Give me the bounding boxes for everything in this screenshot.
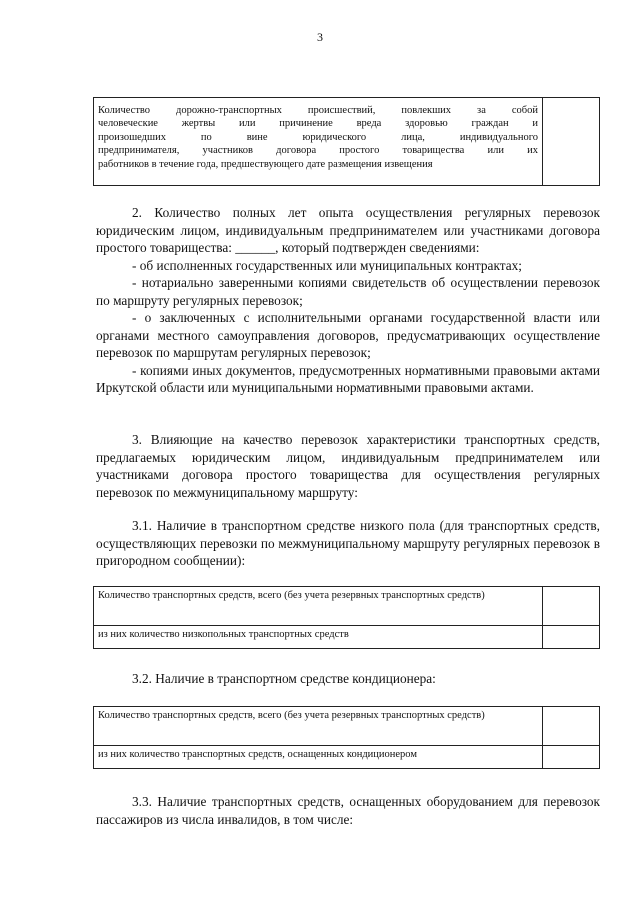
section-3-1-text: 3.1. Наличие в транспортном средстве низкого пола (для транспортных средств, осуществляющих перевозки по межмуниципальному маршруту регулярных перевозок в пригородном сообщении):: [96, 518, 600, 568]
ac-count-cell: из них количество транспортных средств, оснащенных кондиционером: [94, 746, 543, 769]
accidents-line-5: работников в течение года, предшествующего дате размещения извещения: [98, 158, 433, 170]
section-3-2: [96, 670, 600, 688]
table-row: [94, 746, 600, 769]
table-row: [94, 98, 600, 186]
section-2-item-4: - копиями иных документов, предусмотренных нормативными правовыми актами Иркутской области или муниципальными нормативными правовыми актами.: [96, 362, 600, 395]
low-floor-total-value[interactable]: [543, 587, 600, 626]
section-3-3-text: 3.3. Наличие транспортных средств, оснащенных оборудованием для перевозок пассажиров из числа инвалидов, в том числе:: [96, 794, 600, 827]
section-2: [96, 204, 600, 397]
section-3: [96, 431, 600, 501]
table-row: [94, 707, 600, 746]
section-2-item-1: - об исполненных государственных или муниципальных контрактах;: [132, 257, 522, 273]
section-3-1: [96, 517, 600, 570]
accidents-line-3: произошедших по вине юридического лица, индивидуального: [98, 131, 538, 143]
ac-count-value[interactable]: [543, 746, 600, 769]
accidents-table: [93, 97, 600, 186]
section-3-2-text: 3.2. Наличие в транспортном средстве кондиционера:: [132, 671, 436, 686]
accidents-line-2: человеческие жертвы или причинение вреда здоровью граждан и: [98, 118, 538, 130]
table-row: [94, 587, 600, 626]
low-floor-count-cell: из них количество низкопольных транспортных средств: [94, 626, 543, 649]
accidents-value-cell[interactable]: [543, 98, 600, 186]
ac-total-cell: Количество транспортных средств, всего (без учета резервных транспортных средств): [94, 707, 543, 746]
air-conditioner-table: [93, 706, 600, 769]
section-3-text: 3. Влияющие на качество перевозок характеристики транспортных средств, предлагаемых юридическим лицом, индивидуальным предпринимателем или участниками договора простого товарищества для осуществления регулярных перевозок по межмуниципальному маршруту:: [96, 432, 600, 500]
table-row: [94, 626, 600, 649]
section-3-3: [96, 793, 600, 828]
low-floor-table: [93, 586, 600, 649]
section-2-item-3: - о заключенных с исполнительными органами государственной власти или органами местного самоуправления договоров, предусматривающих осуществление перевозок по маршрутам регулярных перевозок;: [96, 310, 600, 360]
page-number: 3: [317, 30, 323, 44]
section-2-item-2: - нотариально заверенными копиями свидетельств об осуществлении перевозок по маршруту регулярных перевозок;: [96, 275, 600, 308]
accidents-line-1: Количество дорожно-транспортных происшествий, повлекших за собой: [98, 105, 538, 116]
low-floor-count-value[interactable]: [543, 626, 600, 649]
accidents-description-cell: [94, 98, 543, 186]
section-2-main: 2. Количество полных лет опыта осуществления регулярных перевозок юридическим лицом, индивидуальным предпринимателем или участниками договора простого товарищества: ______, который подтвержден сведениями:: [96, 205, 600, 255]
low-floor-total-cell: Количество транспортных средств, всего (без учета резервных транспортных средств): [94, 587, 543, 626]
accidents-line-4: предпринимателя, участников договора простого товарищества или их: [98, 145, 538, 157]
ac-total-value[interactable]: [543, 707, 600, 746]
